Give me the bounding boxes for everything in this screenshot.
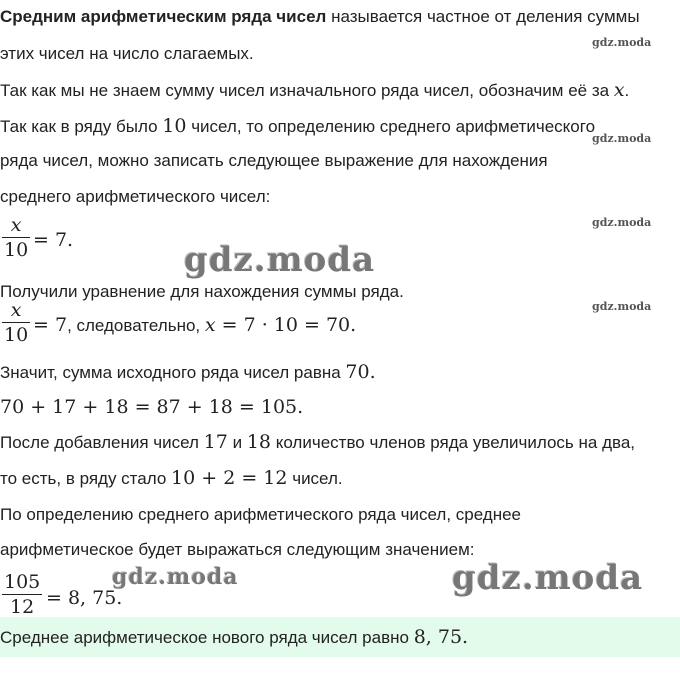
original-sum-text: Значит, сумма исходного ряда чисел равна <box>0 363 346 382</box>
series-count-line-3: среднего арифметического чисел: <box>0 187 271 206</box>
equation-2-value: = 7 <box>33 314 68 336</box>
fraction-denominator: 12 <box>10 596 35 618</box>
added-numbers-text-b: и <box>227 433 247 452</box>
fraction-bar <box>2 322 30 323</box>
var-x: x <box>204 314 216 336</box>
series-count-number: 10 <box>162 115 187 137</box>
original-sum-value: 70. <box>345 361 376 383</box>
new-count-line <box>0 468 343 489</box>
series-count-text-a: Так как в ряду было <box>0 117 163 136</box>
fraction-x-over-10 <box>2 214 30 261</box>
watermark-small: gdz.moda <box>592 216 652 229</box>
added-number-1: 17 <box>203 431 228 453</box>
answer-text: Среднее арифметическое нового ряда чисел равно <box>0 628 414 647</box>
answer-value: 8, 75. <box>413 626 469 648</box>
added-numbers-text-a: После добавления чисел <box>0 433 204 452</box>
fraction-105-over-12 <box>2 571 42 618</box>
mean-definition-line-2: арифметическое будет выражаться следующим значением: <box>0 540 475 559</box>
watermark-medium: gdz.moda <box>112 564 239 590</box>
fraction-denominator: 10 <box>4 239 29 261</box>
series-count-line-2: ряда чисел, можно записать следующее выражение для нахождения <box>0 151 548 170</box>
original-sum-line <box>0 362 376 383</box>
fraction-numerator: x <box>10 299 22 321</box>
watermark-small: gdz.moda <box>592 36 652 49</box>
added-number-2: 18 <box>246 431 271 453</box>
unknown-sum-line <box>0 80 629 101</box>
fraction-numerator: 105 <box>4 571 41 593</box>
fraction-x-over-10-2 <box>2 299 30 346</box>
watermark-small: gdz.moda <box>592 132 652 145</box>
new-count-text-a: то есть, в ряду стало <box>0 469 172 488</box>
watermark-large: gdz.moda <box>452 558 644 598</box>
unknown-sum-end: . <box>624 81 630 100</box>
series-count-text-b: чисел, то определению среднего арифметического <box>186 117 596 136</box>
new-count-expression: 10 + 2 = 12 <box>171 467 288 489</box>
new-count-text-b: чисел. <box>287 469 343 488</box>
mean-definition-line-1: По определению среднего арифметического ряда чисел, среднее <box>0 505 522 524</box>
fraction-numerator: x <box>10 214 22 236</box>
added-numbers-line <box>0 432 635 453</box>
equation-4-rhs: = 8, 75. <box>46 587 123 609</box>
answer-line <box>0 627 468 648</box>
watermark-large: gdz.moda <box>184 240 376 280</box>
watermark-small: gdz.moda <box>592 300 652 313</box>
definition-line-1 <box>0 7 640 27</box>
added-numbers-text-c: количество членов ряда увеличилось на два, <box>271 433 636 452</box>
definition-text: называется частное от деления суммы <box>326 7 640 26</box>
var-x: x <box>613 79 625 101</box>
new-sum-equation: 70 + 17 + 18 = 87 + 18 = 105. <box>0 396 304 418</box>
equation-2-rhs <box>33 315 356 336</box>
equation-2-text: , следовательно, <box>67 316 205 335</box>
series-count-line <box>0 116 595 137</box>
fraction-bar <box>2 237 30 238</box>
fraction-denominator: 10 <box>4 324 29 346</box>
definition-line-2: этих чисел на число слагаемых. <box>0 44 254 63</box>
fraction-bar <box>2 594 42 595</box>
definition-term: Средним арифметическим ряда чисел <box>0 7 327 26</box>
equation-1-rhs: = 7. <box>33 229 74 251</box>
unknown-sum-text: Так как мы не знаем сумму чисел изначального ряда чисел, обозначим её за <box>0 81 614 100</box>
equation-intro-line: Получили уравнение для нахождения суммы ряда. <box>0 282 404 301</box>
equation-2-expression: = 7 · 10 = 70. <box>215 314 357 336</box>
